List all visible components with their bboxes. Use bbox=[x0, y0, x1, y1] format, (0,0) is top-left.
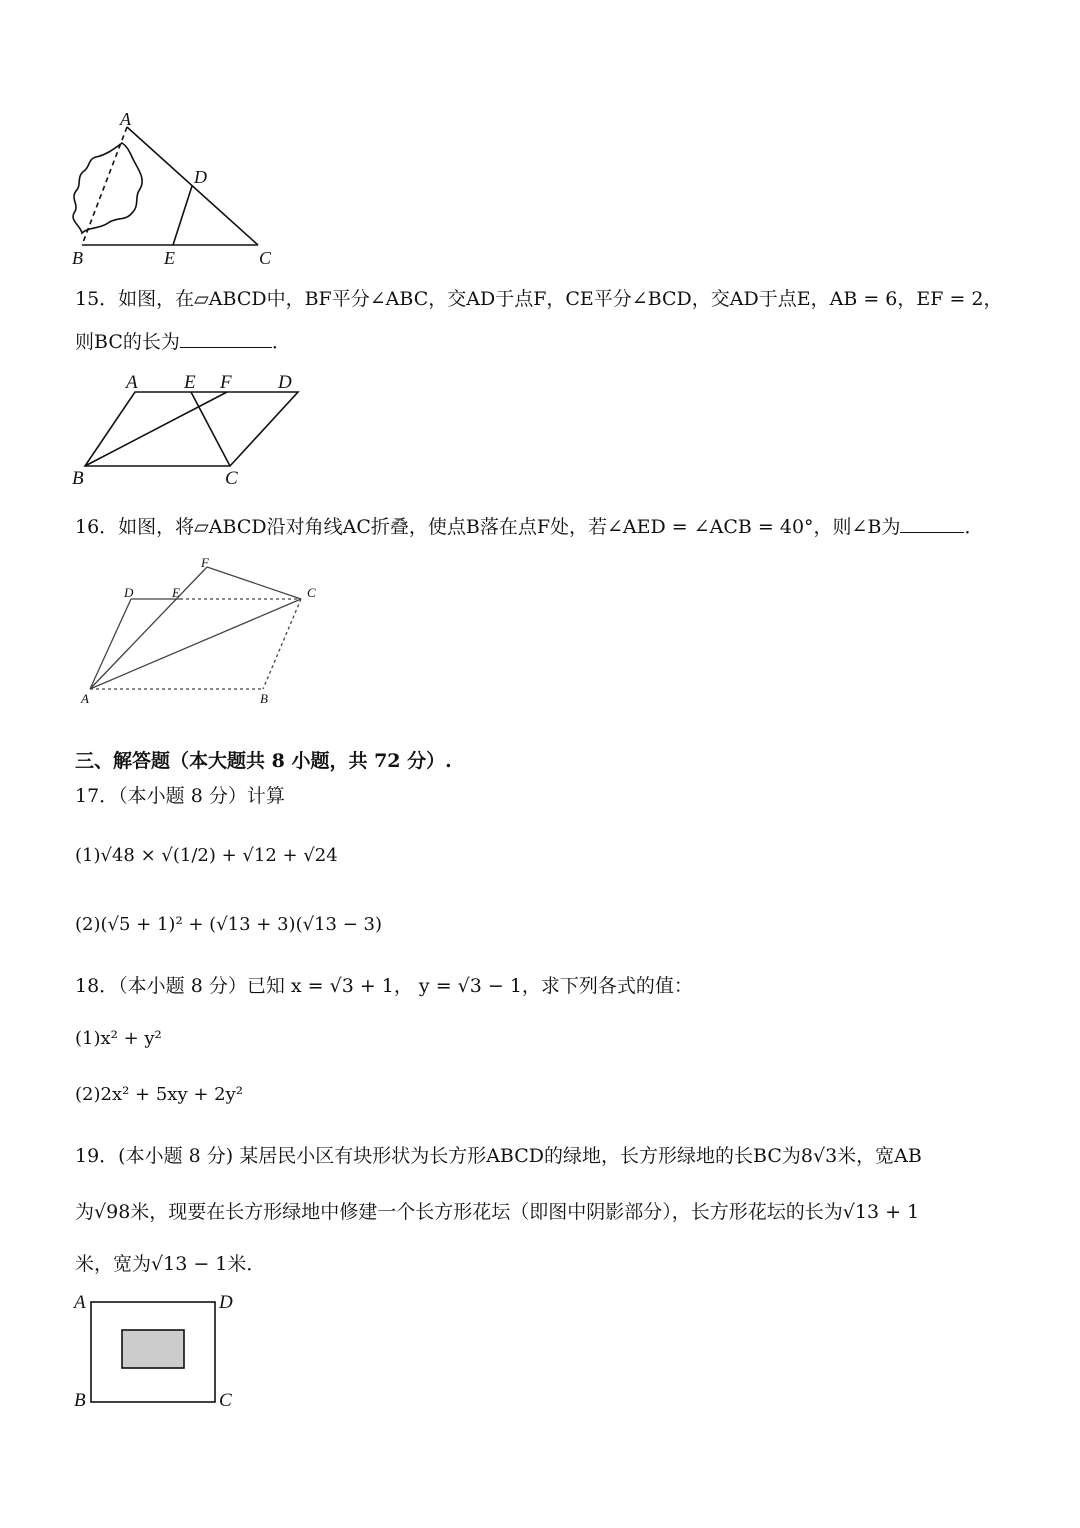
q16-answer-blank[interactable] bbox=[900, 513, 964, 533]
q19-line3: 米，宽为√13 − 1米． bbox=[75, 1253, 266, 1275]
q15-line1: 15．如图，在▱ABCD中，BF平分∠ABC，交AD于点F，CE平分∠BCD，交AD于点E，AB = 6，EF = 2， bbox=[75, 288, 1003, 310]
fig19-label-C: C bbox=[219, 1390, 232, 1411]
fig16-label-A: A bbox=[81, 691, 89, 706]
q18-title: 18．（本小题 8 分）已知 x = √3 + 1， y = √3 − 1，求下列各式的值： bbox=[75, 975, 693, 997]
q18-part2: (2)2x² + 5xy + 2y² bbox=[75, 1084, 243, 1105]
q19-line2: 为√98米，现要在长方形绿地中修建一个长方形花坛（即图中阴影部分），长方形花坛的长为√13 + 1 bbox=[75, 1201, 920, 1223]
q16-text-suffix: ． bbox=[964, 516, 984, 538]
fig14-label-A: A bbox=[120, 109, 131, 129]
fig14-label-B: B bbox=[72, 248, 83, 268]
q19-line1: 19．(本小题 8 分) 某居民小区有块形状为长方形ABCD的绿地，长方形绿地的长BC为8√3米，宽AB bbox=[75, 1145, 922, 1167]
q16-text-prefix: 16．如图，将▱ABCD沿对角线AC折叠，使点B落在点F处，若∠AED = ∠ACB = 40°，则∠B为 bbox=[75, 516, 901, 538]
fig15-label-D: D bbox=[278, 372, 292, 393]
fig19-label-D: D bbox=[219, 1292, 233, 1313]
q17-part2: (2)(√5 + 1)² + (√13 + 3)(√13 − 3) bbox=[75, 914, 382, 935]
fig14-label-C: C bbox=[259, 248, 272, 268]
figure-folded-parallelogram-q16 bbox=[75, 555, 335, 705]
q15-line2-suffix: ． bbox=[271, 331, 291, 353]
fig15-label-B: B bbox=[72, 468, 84, 489]
q16-text bbox=[75, 512, 983, 539]
fig16-label-D: D bbox=[124, 585, 134, 600]
flowerbed-shaded-rect bbox=[122, 1330, 184, 1368]
fig15-label-A: A bbox=[126, 372, 138, 393]
fig14-label-E: E bbox=[164, 248, 175, 268]
section-heading: 三、解答题（本大题共 8 小题，共 72 分）. bbox=[75, 750, 452, 772]
q15-line2-prefix: 则BC的长为 bbox=[75, 331, 180, 353]
figure-rectangle-q19 bbox=[70, 1288, 270, 1418]
q15-answer-blank[interactable] bbox=[180, 328, 272, 348]
q17-title: 17．（本小题 8 分）计算 bbox=[75, 785, 285, 807]
fig15-label-F: F bbox=[220, 372, 232, 393]
fig15-label-E: E bbox=[184, 372, 196, 393]
fig16-label-C: C bbox=[307, 585, 316, 600]
fig16-label-E: E bbox=[172, 585, 180, 600]
q17-part1: (1)√48 × √(1/2) + √12 + √24 bbox=[75, 845, 338, 866]
q15-line2 bbox=[75, 327, 291, 354]
figure-triangle-pond bbox=[60, 105, 360, 268]
figure-parallelogram-q15 bbox=[70, 370, 330, 489]
fig16-label-F: F bbox=[201, 555, 209, 570]
fig16-label-B: B bbox=[260, 691, 268, 706]
fig19-label-B: B bbox=[74, 1390, 86, 1411]
fig14-label-D: D bbox=[194, 167, 207, 187]
q18-part1: (1)x² + y² bbox=[75, 1028, 162, 1049]
fig19-label-A: A bbox=[74, 1292, 86, 1313]
fig15-label-C: C bbox=[225, 468, 238, 489]
